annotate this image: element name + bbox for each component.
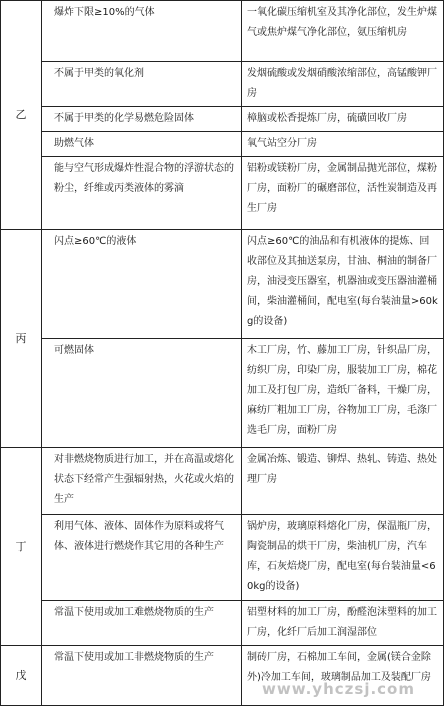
table-row [1,515,444,601]
example-cell: 闪点≥60℃的油品和有机液体的提炼、回收部位及其抽送泵房，甘油、桐油的制备厂房，油浸变压器室，机器油或变压器油灌桶间，柴油灌桶间，配电室(每台装油量>60kg的设备) [242,230,444,339]
table-row [1,646,444,706]
substance-cell: 能与空气形成爆炸性混合物的浮游状态的粉尘，纤维或丙类液体的雾滴 [42,157,242,230]
table-row [1,339,444,448]
substance-cell: 闪点≥60℃的液体 [42,230,242,339]
site-watermark: www.yhczsj.com [262,680,415,698]
substance-cell: 不属于甲类的化学易燃危险固体 [42,107,242,132]
class-cell: 戊 [1,646,42,706]
substance-cell: 可燃固体 [42,339,242,448]
substance-cell: 利用气体、液体、固体作为原料或将气体、液体进行燃烧作其它用的各种生产 [42,515,242,601]
table-row [1,157,444,230]
example-cell: 木工厂房，竹、藤加工厂房，针织品厂房，纺织厂房，印染厂房，服装加工厂房，棉花加工及打包厂房，造纸厂备料，干燥厂房，麻纺厂粗加工厂房，谷物加工厂房，毛涤厂选毛厂房，面粉厂房 [242,339,444,448]
table-row [1,132,444,157]
table-row [1,601,444,646]
table-row [1,1,444,62]
substance-cell: 不属于甲类的氧化剂 [42,62,242,107]
substance-cell: 对非燃烧物质进行加工，并在高温或熔化状态下经常产生强辐射热，火花或火焰的生产 [42,448,242,515]
example-cell: 氧气站空分厂房 [242,132,444,157]
example-cell: 一氧化碳压缩机室及其净化部位，发生炉煤气或焦炉煤气净化部位，氨压缩机房 [242,1,444,62]
substance-cell: 助燃气体 [42,132,242,157]
substance-cell: 常温下使用或加工难燃烧物质的生产 [42,601,242,646]
class-cell: 丁 [1,448,42,646]
class-cell: 乙 [1,1,42,230]
example-cell: 发烟硫酸或发烟硝酸浓缩部位，高锰酸钾厂房 [242,62,444,107]
substance-cell: 常温下使用或加工非燃烧物质的生产 [42,646,242,706]
example-cell: 锅炉房，玻璃原料熔化厂房，保温瓶厂房，陶瓷制品的烘干厂房，柴油机厂房，汽车库，石灰焙烧厂房，配电室(每台装油量<60kg的设备) [242,515,444,601]
example-cell: 樟脑或松香提炼厂房，硫磺回收厂房 [242,107,444,132]
class-cell: 丙 [1,230,42,448]
example-cell: 制砖厂房，石棉加工车间，金属(镁合金除外)冷加工车间，玻璃制品加工及装配厂房 [242,646,444,706]
table-row [1,107,444,132]
example-cell: 金属冶炼、锻造、铆焊、热轧、铸造、热处理厂房 [242,448,444,515]
substance-cell: 爆炸下限≥10%的气体 [42,1,242,62]
table-row [1,448,444,515]
example-cell: 铝塑材料的加工厂房，酚醛泡沫塑料的加工厂房，化纤厂后加工润湿部位 [242,601,444,646]
table-row [1,230,444,339]
table-row [1,62,444,107]
example-cell: 铝粉或镁粉厂房，金属制品抛光部位，煤粉厂房，面粉厂的碾磨部位，活性炭制造及再生厂房 [242,157,444,230]
